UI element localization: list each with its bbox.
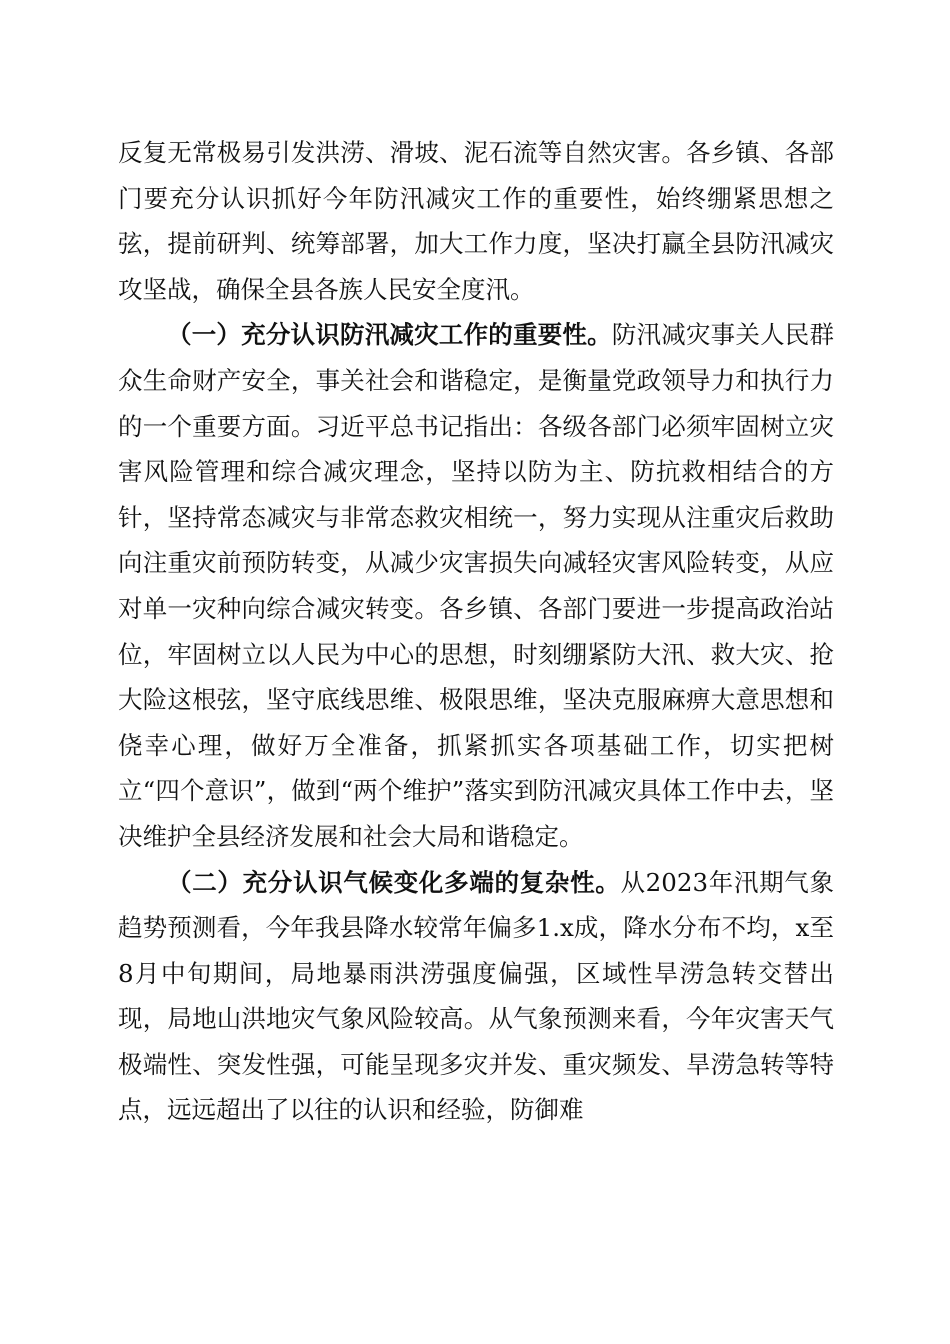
section-2-heading: （二）充分认识气候变化多端的复杂性。 — [167, 867, 621, 897]
section-1-text: 防汛减灾事关人民群众生命财产安全，事关社会和谐稳定，是衡量党政领导力和执行力的一个重要方面。习近平总书记指出：各级各部门必须牢固树立灾害风险管理和综合减灾理念，坚持以防为主、防抗救相结合的方针，坚持常态减灾与非常态救灾相统一，努力实现从注重灾后救助向注重灾前预防转变，从减少灾害损失向减轻灾害风险转变，从应对单一灾种向综合减灾转变。各乡镇、各部门要进一步提高政治站位，牢固树立以人民为中心的思想，时刻绷紧防大汛、救大灾、抢大险这根弦，坚守底线思维、极限思维，坚决克服麻痹大意思想和侥幸心理，做好万全准备，抓紧抓实各项基础工作，切实把树立“四个意识”，做到“两个维护”落实到防汛减灾具体工作中去，坚决维护全县经济发展和社会大局和谐稳定。 — [118, 320, 835, 851]
paragraph-section-2 — [118, 860, 834, 1134]
paragraph-intro-text: 反复无常极易引发洪涝、滑坡、泥石流等自然灾害。各乡镇、各部门要充分认识抓好今年防汛减灾工作的重要性，始终绷紧思想之弦，提前研判、统筹部署，加大工作力度，坚决打赢全县防汛减灾攻坚战，确保全县各族人民安全度汛。 — [118, 138, 834, 304]
document-page — [118, 130, 834, 1133]
paragraph-section-1 — [118, 312, 834, 859]
section-1-heading: （一）充分认识防汛减灾工作的重要性。 — [167, 320, 612, 350]
section-2-text: 从2023年汛期气象趋势预测看，今年我县降水较常年偏多1.x成，降水分布不均，x至8月中旬期间，局地暴雨洪涝强度偏强，区域性旱涝急转交替出现，局地山洪地灾气象风险较高。从气象预测来看，今年灾害天气极端性、突发性强，可能呈现多灾并发、重灾频发、旱涝急转等特点，远远超出了以往的认识和经验，防御难 — [118, 867, 834, 1125]
paragraph-intro — [118, 130, 834, 312]
